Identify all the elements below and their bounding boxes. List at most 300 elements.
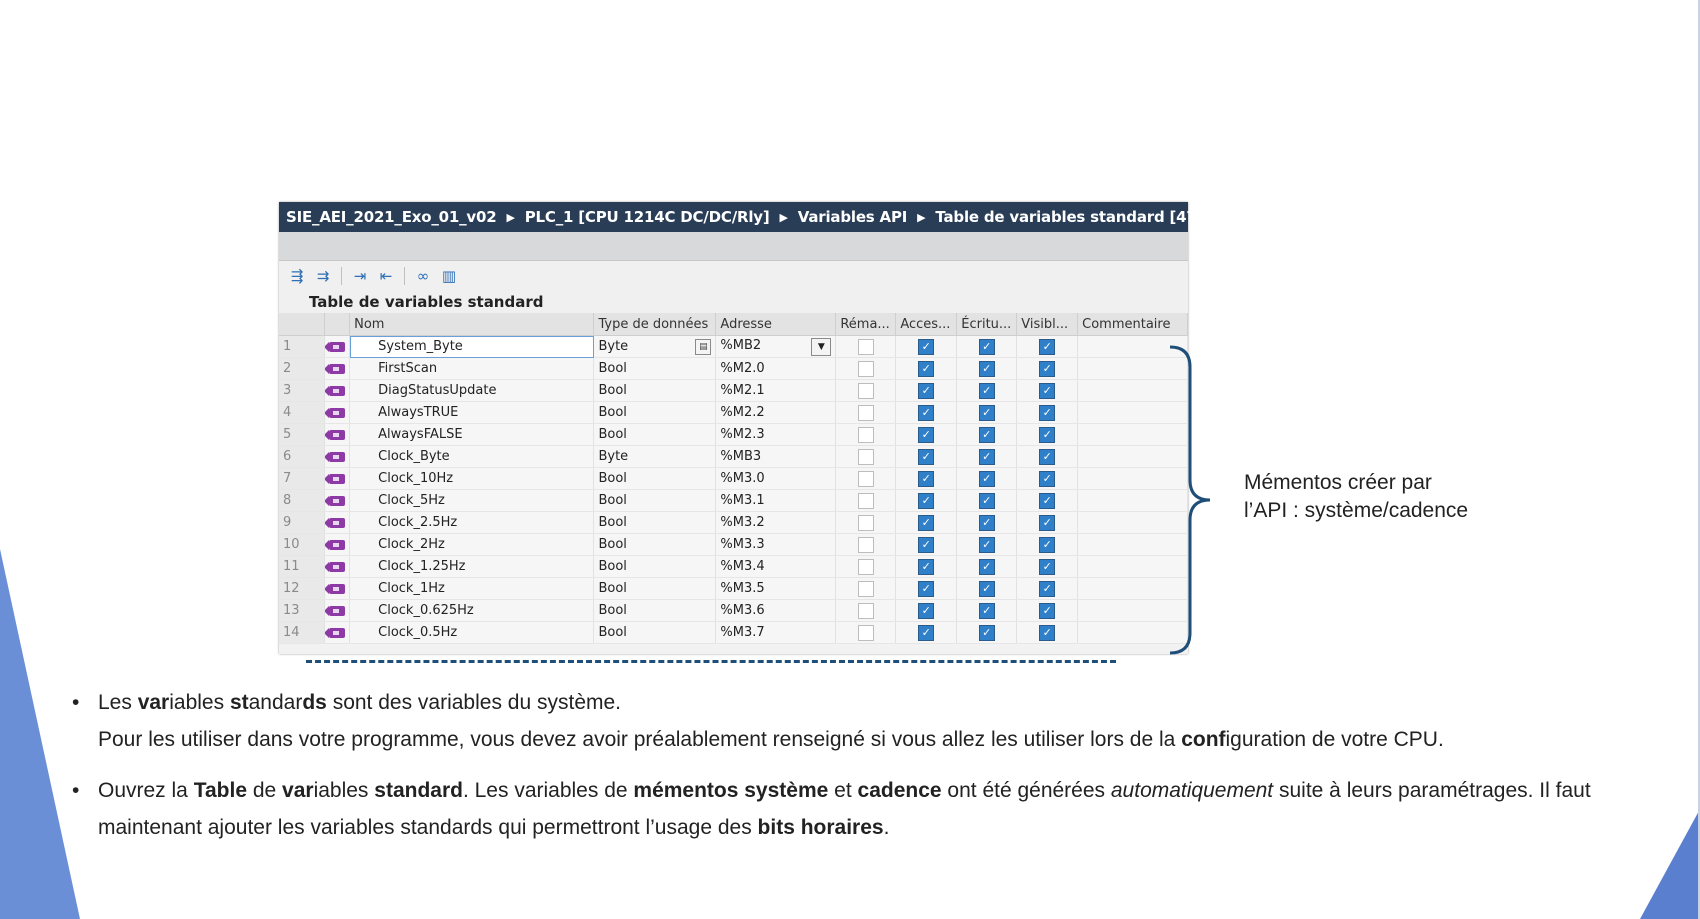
tag-icon xyxy=(329,606,345,616)
checkbox-checked-icon[interactable]: ✓ xyxy=(918,515,934,531)
variables-table xyxy=(279,313,1188,644)
row-number: 6 xyxy=(279,446,325,468)
row-number: 12 xyxy=(279,578,325,600)
row-access[interactable] xyxy=(896,468,957,490)
checkbox-unchecked-icon[interactable] xyxy=(858,471,874,487)
row-address-cell[interactable] xyxy=(716,534,836,556)
text-run-bold: standard xyxy=(374,779,463,802)
tag-icon xyxy=(329,540,345,550)
row-visible[interactable] xyxy=(1017,468,1078,490)
row-name[interactable]: Clock_10Hz xyxy=(350,468,594,490)
row-tag-cell xyxy=(325,336,350,358)
row-address-cell[interactable] xyxy=(716,490,836,512)
col-comment[interactable]: Commentaire xyxy=(1078,313,1188,336)
row-type: Bool xyxy=(598,405,627,420)
breadcrumb-arrow-icon: ▶ xyxy=(506,210,515,224)
table-row[interactable] xyxy=(279,468,1188,490)
row-type: Bool xyxy=(598,581,627,596)
checkbox-unchecked-icon[interactable] xyxy=(858,625,874,641)
row-type: Bool xyxy=(598,361,627,376)
row-address-cell[interactable] xyxy=(716,622,836,644)
checkbox-checked-icon[interactable]: ✓ xyxy=(918,339,934,355)
breadcrumb-plc[interactable]: PLC_1 [CPU 1214C DC/DC/Rly] xyxy=(524,208,770,226)
checkbox-unchecked-icon[interactable] xyxy=(858,405,874,421)
checkbox-checked-icon[interactable]: ✓ xyxy=(979,449,995,465)
checkbox-checked-icon[interactable]: ✓ xyxy=(918,405,934,421)
row-tag-cell xyxy=(325,556,350,578)
row-tag-cell xyxy=(325,446,350,468)
dashed-underline xyxy=(306,660,1116,663)
row-write[interactable] xyxy=(957,600,1017,622)
row-address: %M2.1 xyxy=(720,383,765,398)
checkbox-checked-icon[interactable]: ✓ xyxy=(979,515,995,531)
row-access[interactable] xyxy=(896,534,957,556)
text-run-bold: mémentos système xyxy=(633,779,829,802)
checkbox-checked-icon[interactable]: ✓ xyxy=(918,449,934,465)
row-write[interactable] xyxy=(957,512,1017,534)
checkbox-checked-icon[interactable]: ✓ xyxy=(1039,515,1055,531)
row-retain[interactable] xyxy=(836,534,896,556)
row-visible[interactable] xyxy=(1017,600,1078,622)
row-address: %M3.7 xyxy=(720,625,765,640)
row-type-cell[interactable] xyxy=(594,468,716,490)
checkbox-checked-icon[interactable]: ✓ xyxy=(1039,625,1055,641)
row-address-cell[interactable] xyxy=(716,402,836,424)
row-write[interactable] xyxy=(957,424,1017,446)
col-name[interactable]: Nom xyxy=(350,313,594,336)
row-type-cell[interactable] xyxy=(594,512,716,534)
row-access[interactable] xyxy=(896,512,957,534)
text-run: de xyxy=(247,779,283,802)
text-run: iables xyxy=(313,779,375,802)
checkbox-unchecked-icon[interactable] xyxy=(858,559,874,575)
row-address-cell[interactable] xyxy=(716,424,836,446)
row-name[interactable]: AlwaysTRUE xyxy=(350,402,594,424)
row-retain[interactable] xyxy=(836,468,896,490)
checkbox-checked-icon[interactable]: ✓ xyxy=(918,603,934,619)
row-retain[interactable] xyxy=(836,600,896,622)
col-address[interactable]: Adresse xyxy=(716,313,836,336)
row-address-cell[interactable] xyxy=(716,468,836,490)
row-tag-cell xyxy=(325,622,350,644)
text-run-bold: st xyxy=(229,691,249,714)
row-type-cell[interactable] xyxy=(594,358,716,380)
row-name[interactable]: Clock_0.625Hz xyxy=(350,600,594,622)
checkbox-unchecked-icon[interactable] xyxy=(858,493,874,509)
row-tag-cell xyxy=(325,600,350,622)
checkbox-checked-icon[interactable]: ✓ xyxy=(918,493,934,509)
add-row-icon[interactable]: ⇶ xyxy=(290,267,304,285)
row-type-cell[interactable] xyxy=(594,402,716,424)
row-type: Bool xyxy=(598,493,627,508)
toolbar-separator xyxy=(404,267,405,285)
table-toolbar xyxy=(279,261,1188,291)
tag-icon xyxy=(329,408,345,418)
checkbox-checked-icon[interactable]: ✓ xyxy=(1039,361,1055,377)
row-retain[interactable] xyxy=(836,490,896,512)
table-row[interactable] xyxy=(279,556,1188,578)
row-name[interactable]: Clock_Byte xyxy=(350,446,594,468)
text-run: . xyxy=(883,816,890,839)
text-run: . Les variables de xyxy=(462,779,634,802)
row-visible[interactable] xyxy=(1017,380,1078,402)
row-type: Bool xyxy=(598,625,627,640)
type-picker-icon[interactable]: ▤ xyxy=(695,339,711,355)
annotation-line1: Mémentos créer par xyxy=(1244,471,1432,494)
row-address: %M3.3 xyxy=(720,537,765,552)
row-access[interactable] xyxy=(896,380,957,402)
row-type: Bool xyxy=(598,471,627,486)
row-number: 4 xyxy=(279,402,325,424)
text-run-bold: var xyxy=(137,691,170,714)
col-access[interactable]: Acces... xyxy=(896,313,957,336)
checkbox-unchecked-icon[interactable] xyxy=(858,339,874,355)
row-name[interactable]: FirstScan xyxy=(350,358,594,380)
row-visible[interactable] xyxy=(1017,490,1078,512)
breadcrumb xyxy=(279,202,1204,232)
tag-icon xyxy=(329,562,345,572)
checkbox-checked-icon[interactable]: ✓ xyxy=(979,559,995,575)
bullet-dot-icon: • xyxy=(72,779,80,802)
checkbox-checked-icon[interactable]: ✓ xyxy=(1039,449,1055,465)
bullet-dot-icon: • xyxy=(72,691,80,714)
row-access[interactable] xyxy=(896,600,957,622)
row-type-cell[interactable] xyxy=(594,424,716,446)
breadcrumb-arrow-icon: ▶ xyxy=(917,210,926,224)
row-tag-cell xyxy=(325,578,350,600)
row-retain[interactable] xyxy=(836,380,896,402)
checkbox-checked-icon[interactable]: ✓ xyxy=(1039,493,1055,509)
checkbox-checked-icon[interactable]: ✓ xyxy=(979,537,995,553)
checkbox-checked-icon[interactable]: ✓ xyxy=(1039,339,1055,355)
row-tag-cell xyxy=(325,490,350,512)
text-run-bold: cadence xyxy=(857,779,942,802)
row-address: %M2.3 xyxy=(720,427,765,442)
row-tag-cell xyxy=(325,468,350,490)
checkbox-checked-icon[interactable]: ✓ xyxy=(1039,405,1055,421)
col-icon xyxy=(325,313,350,336)
row-name[interactable]: System_Byte xyxy=(350,336,594,358)
checkbox-checked-icon[interactable]: ✓ xyxy=(918,471,934,487)
row-address-cell[interactable] xyxy=(716,380,836,402)
text-run: andar xyxy=(248,691,303,714)
checkbox-checked-icon[interactable]: ✓ xyxy=(979,471,995,487)
breadcrumb-project[interactable]: SIE_AEI_2021_Exo_01_v02 xyxy=(286,208,497,226)
checkbox-checked-icon[interactable]: ✓ xyxy=(918,383,934,399)
row-visible[interactable] xyxy=(1017,556,1078,578)
row-address: %M3.6 xyxy=(720,603,765,618)
row-type-cell[interactable] xyxy=(594,446,716,468)
col-type[interactable]: Type de données xyxy=(594,313,716,336)
monitor-icon[interactable]: ∞ xyxy=(416,267,430,285)
table-row[interactable] xyxy=(279,622,1188,644)
text-run-bold: bits horaires xyxy=(757,816,884,839)
checkbox-checked-icon[interactable]: ✓ xyxy=(979,625,995,641)
checkbox-checked-icon[interactable]: ✓ xyxy=(1039,603,1055,619)
show-all-icon[interactable]: ▥ xyxy=(441,267,457,285)
table-row[interactable] xyxy=(279,358,1188,380)
tag-icon xyxy=(329,452,345,462)
checkbox-unchecked-icon[interactable] xyxy=(858,603,874,619)
row-name[interactable]: Clock_1Hz xyxy=(350,578,594,600)
breadcrumb-table[interactable]: Table de variables standard [47] xyxy=(935,208,1204,226)
export-icon[interactable]: ⇥ xyxy=(353,267,367,285)
row-visible[interactable] xyxy=(1017,336,1078,358)
table-title: Table de variables standard xyxy=(279,291,1188,313)
toolbar-separator xyxy=(341,267,342,285)
table-row[interactable] xyxy=(279,402,1188,424)
row-number: 13 xyxy=(279,600,325,622)
row-number: 3 xyxy=(279,380,325,402)
row-number: 14 xyxy=(279,622,325,644)
checkbox-unchecked-icon[interactable] xyxy=(858,581,874,597)
row-write[interactable] xyxy=(957,380,1017,402)
tag-icon xyxy=(329,342,345,352)
checkbox-checked-icon[interactable]: ✓ xyxy=(1039,383,1055,399)
checkbox-unchecked-icon[interactable] xyxy=(858,361,874,377)
annotation-text xyxy=(1244,469,1468,525)
row-type: Bool xyxy=(598,537,627,552)
checkbox-checked-icon[interactable]: ✓ xyxy=(918,559,934,575)
row-write[interactable] xyxy=(957,446,1017,468)
row-visible[interactable] xyxy=(1017,578,1078,600)
row-address-cell[interactable] xyxy=(716,556,836,578)
table-row[interactable] xyxy=(279,380,1188,402)
row-type-cell[interactable] xyxy=(594,336,716,358)
row-retain[interactable] xyxy=(836,556,896,578)
row-write[interactable] xyxy=(957,556,1017,578)
text-run: Les xyxy=(98,691,138,714)
row-access[interactable] xyxy=(896,556,957,578)
text-run: Pour les utiliser dans votre programme, vous devez avoir préalablement renseigné si vous allez les utiliser lors de la xyxy=(98,728,1182,751)
row-write[interactable] xyxy=(957,336,1017,358)
breadcrumb-folder[interactable]: Variables API xyxy=(797,208,908,226)
tia-variables-panel xyxy=(279,202,1204,654)
checkbox-checked-icon[interactable]: ✓ xyxy=(1039,581,1055,597)
row-address: %M3.5 xyxy=(720,581,765,596)
row-address: %MB3 xyxy=(720,449,762,464)
table-row[interactable] xyxy=(279,512,1188,534)
table-row[interactable] xyxy=(279,424,1188,446)
row-write[interactable] xyxy=(957,534,1017,556)
table-row[interactable] xyxy=(279,578,1188,600)
row-access[interactable] xyxy=(896,358,957,380)
bullet-body xyxy=(98,684,1682,758)
tag-icon xyxy=(329,474,345,484)
tag-icon xyxy=(329,518,345,528)
text-run-bold: conf xyxy=(1181,728,1226,751)
table-header-row xyxy=(279,313,1188,336)
row-visible[interactable] xyxy=(1017,358,1078,380)
checkbox-checked-icon[interactable]: ✓ xyxy=(979,339,995,355)
row-type-cell[interactable] xyxy=(594,534,716,556)
row-address-cell[interactable] xyxy=(716,446,836,468)
row-tag-cell xyxy=(325,512,350,534)
col-visible[interactable]: Visibl... xyxy=(1017,313,1078,336)
row-number: 1 xyxy=(279,336,325,358)
row-write[interactable] xyxy=(957,468,1017,490)
row-retain[interactable] xyxy=(836,578,896,600)
row-number: 11 xyxy=(279,556,325,578)
row-retain[interactable] xyxy=(836,446,896,468)
checkbox-checked-icon[interactable]: ✓ xyxy=(979,383,995,399)
row-access[interactable] xyxy=(896,622,957,644)
row-access[interactable] xyxy=(896,336,957,358)
row-address-cell[interactable] xyxy=(716,358,836,380)
checkbox-unchecked-icon[interactable] xyxy=(858,383,874,399)
checkbox-unchecked-icon[interactable] xyxy=(858,449,874,465)
row-address-cell[interactable] xyxy=(716,578,836,600)
row-retain[interactable] xyxy=(836,402,896,424)
row-address: %M2.0 xyxy=(720,361,765,376)
row-name[interactable]: Clock_1.25Hz xyxy=(350,556,594,578)
checkbox-unchecked-icon[interactable] xyxy=(858,427,874,443)
row-number: 9 xyxy=(279,512,325,534)
checkbox-checked-icon[interactable]: ✓ xyxy=(979,361,995,377)
row-type: Bool xyxy=(598,383,627,398)
bullet2-body xyxy=(98,772,1682,846)
row-write[interactable] xyxy=(957,578,1017,600)
row-visible[interactable] xyxy=(1017,424,1078,446)
annotation-line2: l’API : système/cadence xyxy=(1244,499,1469,522)
text-run: Ouvrez la xyxy=(98,779,194,802)
row-address: %M3.4 xyxy=(720,559,765,574)
row-number: 7 xyxy=(279,468,325,490)
text-run-bold: Table xyxy=(193,779,247,802)
checkbox-checked-icon[interactable]: ✓ xyxy=(1039,537,1055,553)
row-address-cell[interactable] xyxy=(716,336,836,358)
text-run: iguration de votre CPU. xyxy=(1225,728,1444,751)
tag-icon xyxy=(329,496,345,506)
right-brace-icon xyxy=(1165,345,1215,655)
row-name[interactable]: Clock_2Hz xyxy=(350,534,594,556)
row-type-cell[interactable] xyxy=(594,490,716,512)
row-name[interactable]: Clock_5Hz xyxy=(350,490,594,512)
table-row[interactable] xyxy=(279,446,1188,468)
checkbox-unchecked-icon[interactable] xyxy=(858,537,874,553)
checkbox-checked-icon[interactable]: ✓ xyxy=(979,493,995,509)
row-visible[interactable] xyxy=(1017,402,1078,424)
row-access[interactable] xyxy=(896,402,957,424)
row-access[interactable] xyxy=(896,490,957,512)
checkbox-checked-icon[interactable]: ✓ xyxy=(918,361,934,377)
row-access[interactable] xyxy=(896,446,957,468)
row-type: Bool xyxy=(598,603,627,618)
row-type-cell[interactable] xyxy=(594,600,716,622)
col-write[interactable]: Écritu... xyxy=(957,313,1017,336)
row-address: %MB2 xyxy=(720,337,762,353)
insert-row-icon[interactable]: ⇉ xyxy=(316,267,330,285)
table-body xyxy=(279,336,1188,644)
chevron-down-icon[interactable]: ▼ xyxy=(811,338,831,356)
row-access[interactable] xyxy=(896,424,957,446)
row-tag-cell xyxy=(325,358,350,380)
row-write[interactable] xyxy=(957,622,1017,644)
row-retain[interactable] xyxy=(836,512,896,534)
row-number: 10 xyxy=(279,534,325,556)
checkbox-checked-icon[interactable]: ✓ xyxy=(979,603,995,619)
col-num xyxy=(279,313,325,336)
breadcrumb-arrow-icon: ▶ xyxy=(779,210,788,224)
tag-icon xyxy=(329,364,345,374)
tag-icon xyxy=(329,584,345,594)
row-type-cell[interactable] xyxy=(594,380,716,402)
row-address: %M3.0 xyxy=(720,471,765,486)
row-address: %M2.2 xyxy=(720,405,765,420)
table-row[interactable] xyxy=(279,336,1188,358)
row-type: Bool xyxy=(598,427,627,442)
checkbox-checked-icon[interactable]: ✓ xyxy=(918,625,934,641)
row-number: 5 xyxy=(279,424,325,446)
import-icon[interactable]: ⇤ xyxy=(379,267,393,285)
row-address-cell[interactable] xyxy=(716,600,836,622)
row-name[interactable]: Clock_0.5Hz xyxy=(350,622,594,644)
row-write[interactable] xyxy=(957,358,1017,380)
row-type-cell[interactable] xyxy=(594,578,716,600)
row-retain[interactable] xyxy=(836,622,896,644)
row-name[interactable]: DiagStatusUpdate xyxy=(350,380,594,402)
row-visible[interactable] xyxy=(1017,534,1078,556)
row-visible[interactable] xyxy=(1017,622,1078,644)
row-address-cell[interactable] xyxy=(716,512,836,534)
checkbox-checked-icon[interactable]: ✓ xyxy=(1039,559,1055,575)
row-type: Bool xyxy=(598,559,627,574)
row-retain[interactable] xyxy=(836,336,896,358)
checkbox-checked-icon[interactable]: ✓ xyxy=(1039,471,1055,487)
text-run-bold: var xyxy=(282,779,314,802)
text-run: ont été générées xyxy=(941,779,1111,802)
row-retain[interactable] xyxy=(836,358,896,380)
col-retain[interactable]: Réma... xyxy=(836,313,896,336)
text-run: suite à leurs paramétrages. Il faut maintenant ajouter les variables standards qui permettront l’usage des xyxy=(98,779,1591,839)
row-name[interactable]: AlwaysFALSE xyxy=(350,424,594,446)
row-tag-cell xyxy=(325,424,350,446)
row-retain[interactable] xyxy=(836,424,896,446)
checkbox-checked-icon[interactable]: ✓ xyxy=(918,581,934,597)
bullet-list xyxy=(72,684,1682,860)
row-address: %M3.2 xyxy=(720,515,765,530)
text-run-bold: ds xyxy=(302,691,327,714)
row-write[interactable] xyxy=(957,402,1017,424)
text-run-italic: automatiquement xyxy=(1110,779,1274,802)
row-visible[interactable] xyxy=(1017,512,1078,534)
row-visible[interactable] xyxy=(1017,446,1078,468)
row-number: 2 xyxy=(279,358,325,380)
row-type: Byte xyxy=(598,338,629,354)
row-write[interactable] xyxy=(957,490,1017,512)
checkbox-checked-icon[interactable]: ✓ xyxy=(979,405,995,421)
row-name[interactable]: Clock_2.5Hz xyxy=(350,512,594,534)
checkbox-unchecked-icon[interactable] xyxy=(858,515,874,531)
row-type-cell[interactable] xyxy=(594,622,716,644)
checkbox-checked-icon[interactable]: ✓ xyxy=(979,581,995,597)
checkbox-checked-icon[interactable]: ✓ xyxy=(918,427,934,443)
text-run: iables xyxy=(169,691,230,714)
row-access[interactable] xyxy=(896,578,957,600)
table-row[interactable] xyxy=(279,490,1188,512)
row-type-cell[interactable] xyxy=(594,556,716,578)
row-address: %M3.1 xyxy=(720,493,765,508)
bullet-item xyxy=(72,772,1682,846)
tag-icon xyxy=(329,386,345,396)
table-row[interactable] xyxy=(279,534,1188,556)
row-type: Byte xyxy=(598,449,629,464)
checkbox-checked-icon[interactable]: ✓ xyxy=(1039,427,1055,443)
checkbox-checked-icon[interactable]: ✓ xyxy=(979,427,995,443)
table-row[interactable] xyxy=(279,600,1188,622)
bullet-item xyxy=(72,684,1682,758)
checkbox-checked-icon[interactable]: ✓ xyxy=(918,537,934,553)
